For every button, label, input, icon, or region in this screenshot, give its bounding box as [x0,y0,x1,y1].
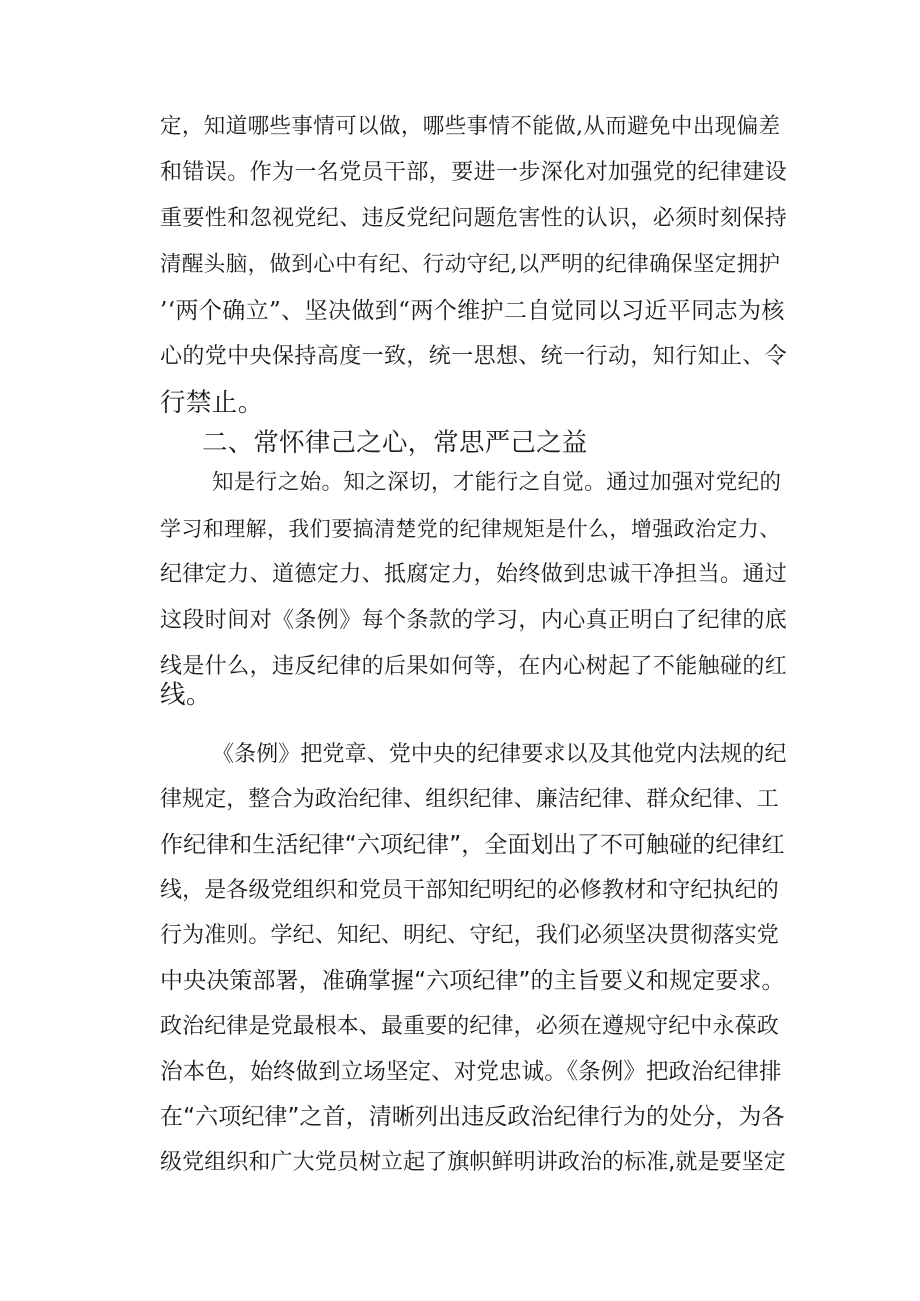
text-line: 这段时间对《条例》每个条款的学习，内心真正明白了纪律的底 [160,608,788,633]
text-line: 和错误。作为一名党员干部，要进一步深化对加强党的纪律建设 [160,160,788,185]
text-line: ’‘两个确立”、坚决做到“两个维护二自觉同以习近平同志为核 [160,298,785,324]
text-line: 在“六项纪律”之首，清晰列出违反政治纪律行为的处分，为各 [160,1104,785,1130]
text-line: 律规定，整合为政治纪律、组织纪律、廉洁纪律、群众纪律、工 [160,787,779,812]
section-heading: 二、常怀律己之心，常思严己之益 [202,428,588,458]
text-line: 中央决策部署，准确掌握“六项纪律”的主旨要义和规定要求。 [160,968,785,994]
text-line: 清醒头脑，做到心中有纪、行动守纪,以严明的纪律确保坚定拥护 [160,252,781,277]
text-line: 行为准则。学纪、知纪、明纪、守纪，我们必须坚决贯彻落实党 [160,923,779,948]
text-line: 知是行之始。知之深切，才能行之自觉。通过加强对党纪的 [212,470,782,495]
text-line: 重要性和忽视党纪、违反党纪问题危害性的认识，必须时刻保持 [160,206,788,231]
text-line: 级党组织和广大党员树立起了旗帜鲜明讲政治的标准,就是要坚定 [160,1150,786,1175]
text-line: 作纪律和生活纪律“六项纪律”，全面划出了不可触碰的纪律红 [160,832,785,858]
text-line: 定，知道哪些事情可以做，哪些事情不能做,从而避免中出现偏差 [160,114,781,139]
text-line: 线。 [160,680,212,710]
text-line: 线是什么，违反纪律的后果如何等，在内心树起了不能触碰的红 [160,654,788,679]
text-line: 《条例》把党章、党中央的纪律要求以及其他党内法规的纪 [212,742,787,767]
text-line: 行禁止。 [160,388,264,418]
text-line: 心的党中央保持高度一致，统一思想、统一行动，知行知止、令 [160,344,788,369]
text-line: 线，是各级党组织和党员干部知纪明纪的必修教材和守纪执纪的 [160,878,779,903]
text-line: 纪律定力、道德定力、抵腐定力，始终做到忠诚干净担当。通过 [160,562,788,587]
text-line: 政治纪律是党最根本、最重要的纪律，必须在遵规守纪中永葆政 [160,1014,779,1039]
text-line: 学习和理解，我们要搞清楚党的纪律规矩是什么，增强政治定力、 [160,517,781,541]
text-line: 治本色，始终做到立场坚定、对党忠诚。《条例》把政治纪律排 [160,1059,782,1085]
